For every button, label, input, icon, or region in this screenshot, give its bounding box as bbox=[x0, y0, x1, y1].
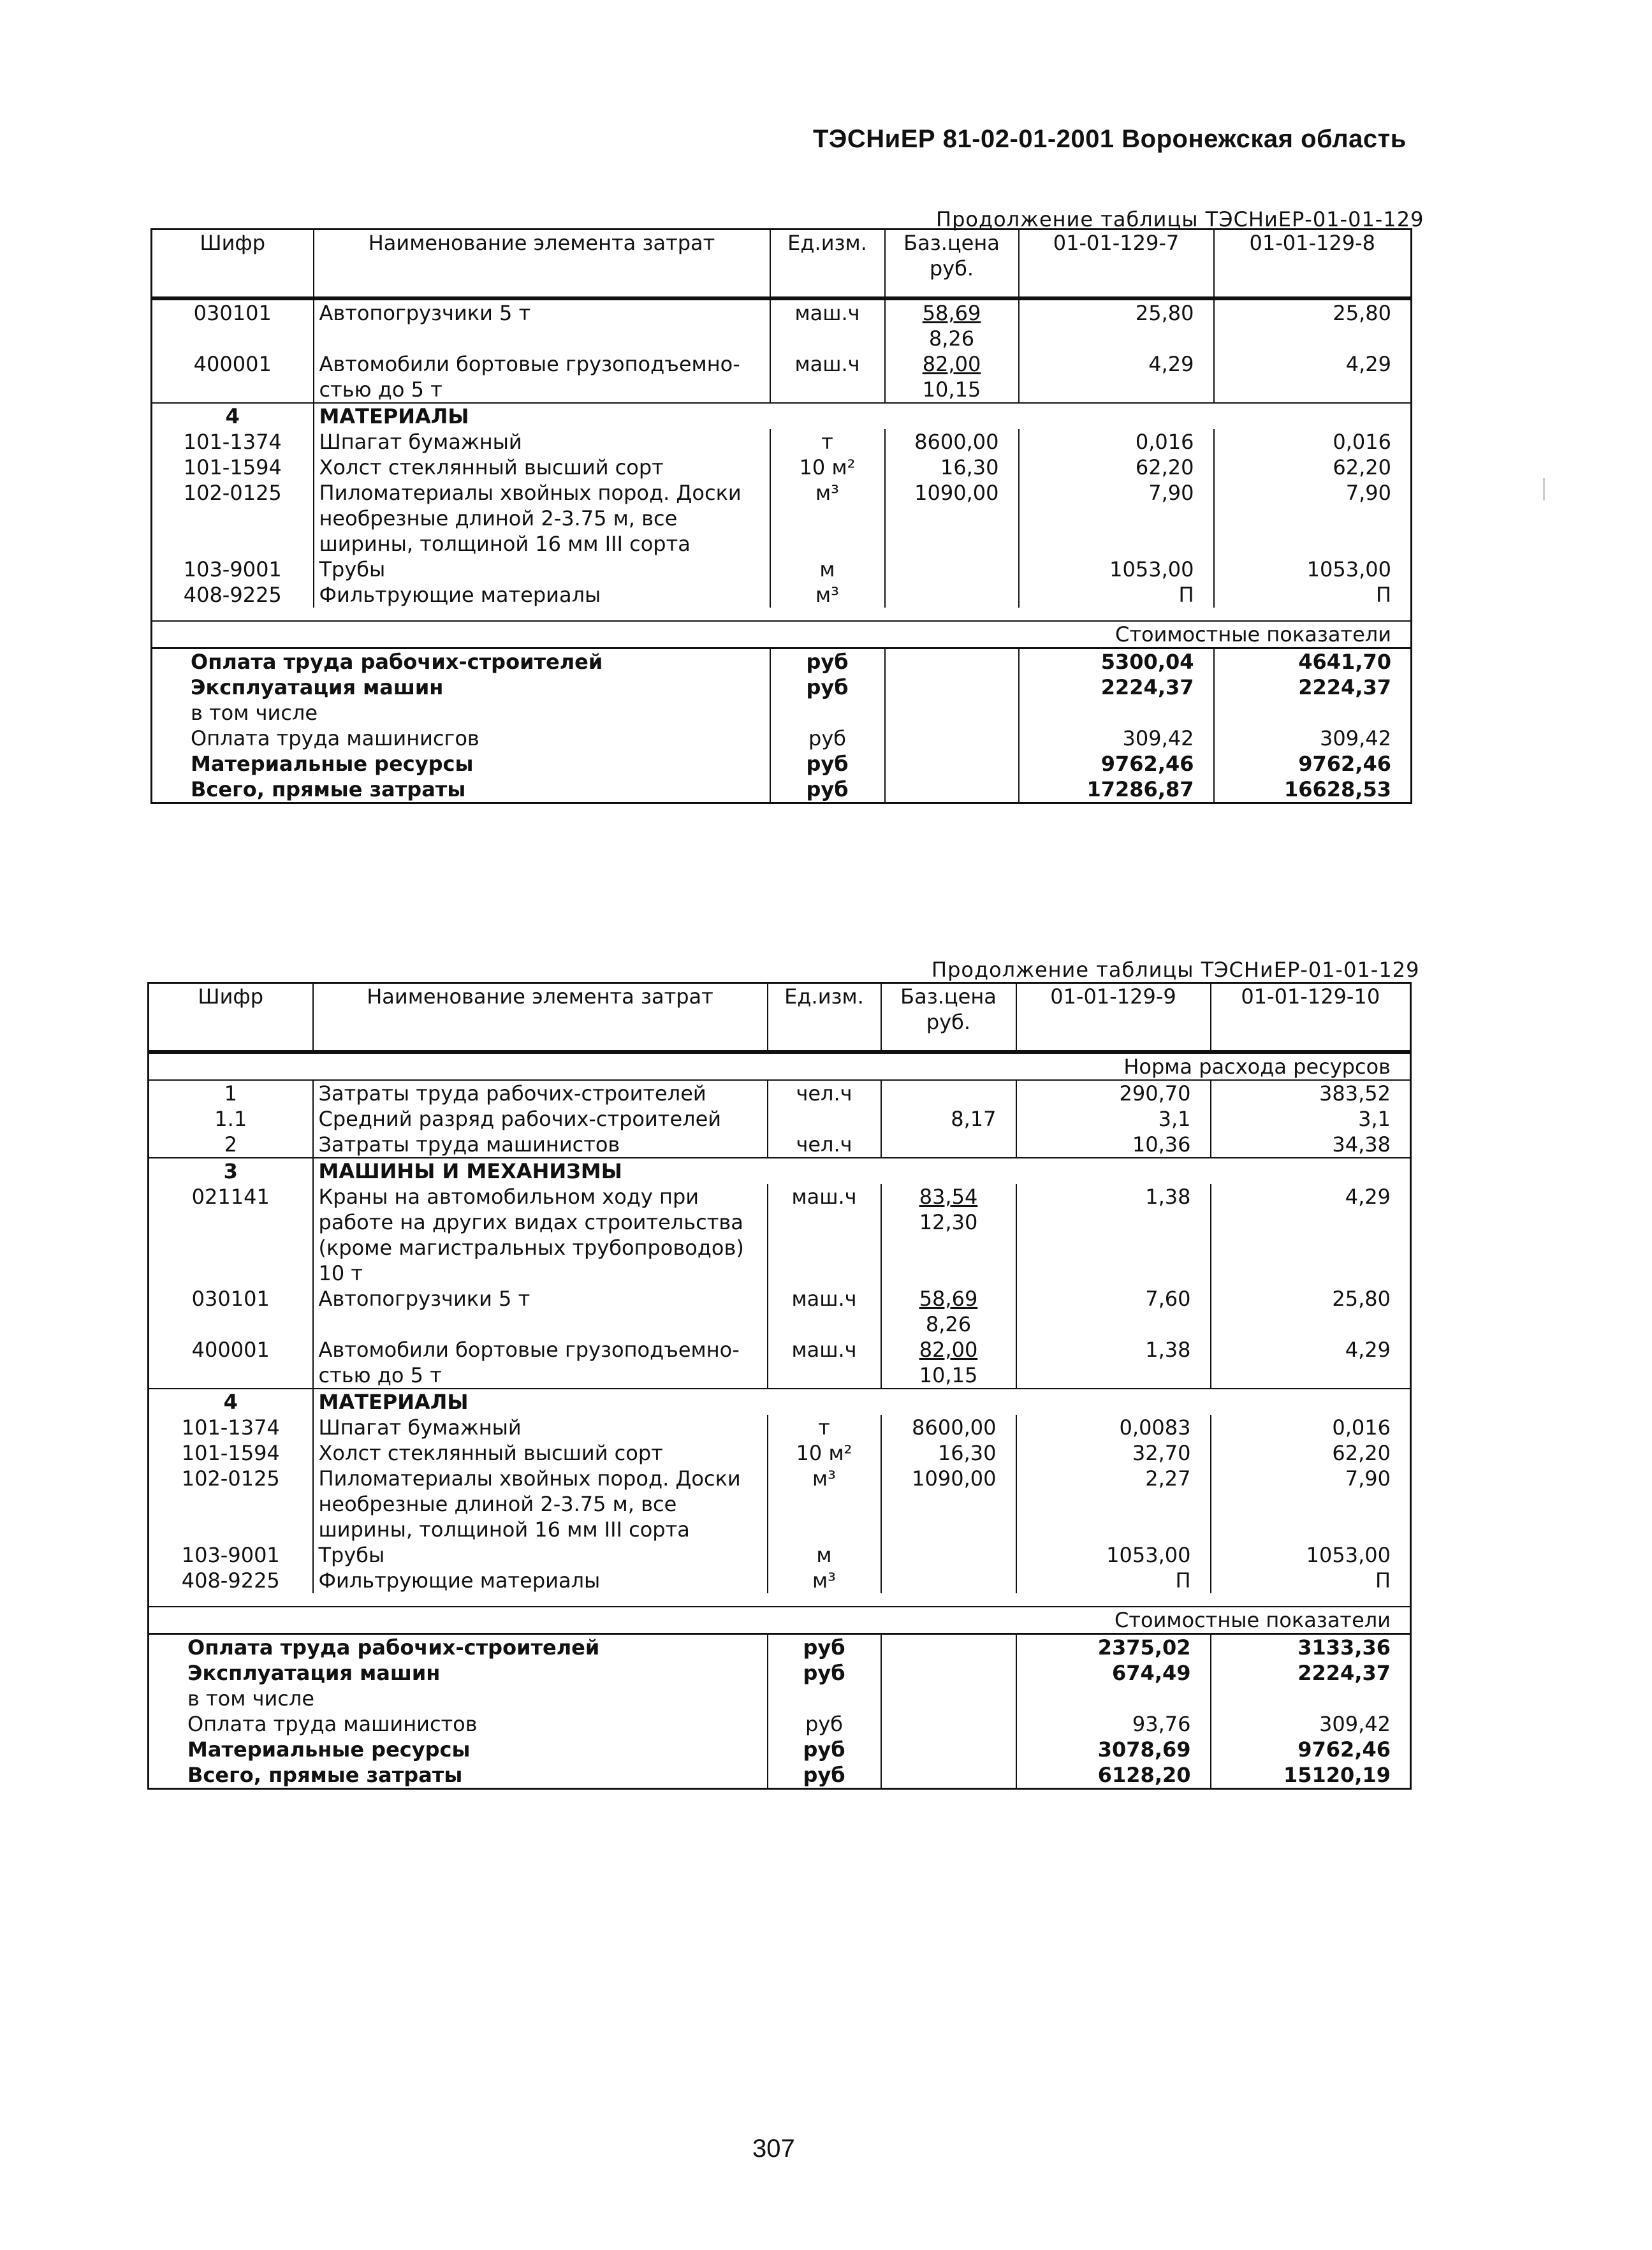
labor-row bbox=[149, 1132, 1411, 1158]
row-name: Холст стеклянный высший сорт bbox=[314, 455, 770, 480]
cost-label: Всего, прямые затраты bbox=[187, 1763, 463, 1787]
price-cell bbox=[881, 1184, 1016, 1286]
price-cell bbox=[885, 298, 1019, 351]
cost-empty bbox=[881, 1762, 1016, 1789]
cost-value-2: 309,42 bbox=[1214, 726, 1412, 751]
document-header: ТЭСНиЕР 81-02-01-2001 Воронежская область bbox=[813, 125, 1407, 153]
cost-unit: руб bbox=[770, 648, 885, 675]
row-name: Автомобили бортовые грузоподъемно-стью до 5 т bbox=[314, 351, 770, 403]
row-name: Фильтрующие материалы bbox=[313, 1568, 768, 1593]
row-name: Краны на автомобильном ходу при работе на других видах строительства (кроме магистральных трубопроводов) 10 т bbox=[313, 1184, 768, 1286]
column-header-name: Наименование элемента затрат bbox=[313, 983, 768, 1053]
row-unit: маш.ч bbox=[770, 298, 885, 351]
row-value-1: 0,016 bbox=[1019, 429, 1214, 455]
spacer-cell bbox=[149, 1593, 1411, 1607]
row-value-1: 1,38 bbox=[1016, 1337, 1211, 1389]
section-title: МАШИНЫ И МЕХАНИЗМЫ bbox=[313, 1158, 1411, 1184]
price-top: 82,00 bbox=[922, 352, 981, 376]
cost-empty bbox=[885, 675, 1019, 700]
material-row bbox=[149, 1440, 1411, 1466]
spacer-row bbox=[152, 608, 1412, 621]
row-value-2: 25,80 bbox=[1214, 298, 1412, 351]
price-top: 83,54 bbox=[919, 1185, 978, 1209]
cost-value-1: 93,76 bbox=[1016, 1711, 1211, 1737]
row-value-2: 0,016 bbox=[1214, 429, 1412, 455]
cost-value-2: 9762,46 bbox=[1211, 1737, 1411, 1762]
column-header-v1: 01-01-129-7 bbox=[1019, 230, 1214, 299]
cost-empty bbox=[885, 648, 1019, 675]
price-bottom: 8,26 bbox=[925, 1312, 972, 1336]
row-code: 101-1374 bbox=[181, 1415, 280, 1440]
cost-value-2: 3133,36 bbox=[1211, 1634, 1411, 1661]
cost-label: Оплата труда рабочих-строителей bbox=[152, 648, 770, 675]
cost-value-1: 2375,02 bbox=[1016, 1634, 1211, 1661]
row-name: Шпагат бумажный bbox=[313, 1415, 768, 1440]
material-row bbox=[152, 480, 1412, 557]
price-top: 58,69 bbox=[919, 1287, 978, 1311]
machine-row bbox=[149, 1184, 1411, 1286]
row-value-1: 1053,00 bbox=[1019, 557, 1214, 582]
price-cell bbox=[881, 1286, 1016, 1337]
cost-row bbox=[149, 1634, 1411, 1661]
material-row bbox=[149, 1568, 1411, 1593]
cost-label: Материальные ресурсы bbox=[191, 752, 474, 776]
cost-value-1 bbox=[1016, 1686, 1211, 1711]
cost-unit: руб bbox=[770, 675, 885, 700]
cost-unit: руб bbox=[768, 1737, 881, 1762]
cost-value-1: 6128,20 bbox=[1016, 1762, 1211, 1789]
cost-unit: руб bbox=[768, 1660, 881, 1686]
cost-row bbox=[152, 726, 1412, 751]
cost-row bbox=[152, 700, 1412, 726]
row-unit: м³ bbox=[770, 480, 885, 557]
price-bottom: 10,15 bbox=[922, 377, 981, 402]
row-code: 103-9001 bbox=[181, 1543, 280, 1567]
cost-unit: руб bbox=[768, 1762, 881, 1789]
cost-label: Эксплуатация машин bbox=[191, 675, 444, 699]
row-code: 030101 bbox=[193, 301, 272, 325]
cost-unit bbox=[768, 1686, 881, 1711]
row-code: 101-1594 bbox=[181, 1441, 280, 1465]
row-value-1: 0,0083 bbox=[1016, 1415, 1211, 1440]
row-name: Шпагат бумажный bbox=[314, 429, 770, 455]
table1-continuation: Продолжение таблицы ТЭСНиЕР-01-01-129 bbox=[936, 207, 1424, 231]
cost-value-1: 17286,87 bbox=[1019, 777, 1214, 803]
material-row bbox=[152, 455, 1412, 480]
cost-label: Оплата труда рабочих-строителей bbox=[149, 1634, 768, 1661]
norm-section bbox=[149, 1052, 1411, 1080]
cost-empty bbox=[881, 1711, 1016, 1737]
row-price: 8,17 bbox=[881, 1106, 1016, 1132]
row-code: 2 bbox=[224, 1132, 237, 1157]
labor-row bbox=[149, 1080, 1411, 1106]
row-unit: чел.ч bbox=[768, 1080, 881, 1106]
row-value-1: 32,70 bbox=[1016, 1440, 1211, 1466]
cost-row bbox=[152, 777, 1412, 803]
cost-empty bbox=[881, 1737, 1016, 1762]
row-price: 8600,00 bbox=[885, 429, 1019, 455]
row-code: 103-9001 bbox=[183, 557, 282, 581]
cost-empty bbox=[881, 1660, 1016, 1686]
row-value-2: 7,90 bbox=[1211, 1466, 1411, 1542]
row-value-1: 1,38 bbox=[1016, 1184, 1211, 1286]
column-header-v1: 01-01-129-9 bbox=[1016, 983, 1211, 1053]
cost-value-1 bbox=[1019, 700, 1214, 726]
cost-value-2: 15120,19 bbox=[1211, 1762, 1411, 1789]
cost-value-1: 9762,46 bbox=[1019, 751, 1214, 777]
cost-unit: руб bbox=[768, 1711, 881, 1737]
cost-label: Оплата труда машинисгов bbox=[191, 726, 479, 750]
norm-section-label: Норма расхода ресурсов bbox=[1123, 1055, 1391, 1079]
row-price bbox=[881, 1080, 1016, 1106]
cost-value-2: 309,42 bbox=[1211, 1711, 1411, 1737]
cost-section bbox=[152, 621, 1412, 648]
row-unit: м bbox=[770, 557, 885, 582]
row-code: 1.1 bbox=[214, 1107, 247, 1131]
price-bottom: 12,30 bbox=[919, 1210, 978, 1234]
cost-section-label: Стоимостные показатели bbox=[149, 1607, 1411, 1634]
scan-mark bbox=[1543, 478, 1545, 500]
cost-label: Эксплуатация машин bbox=[187, 1661, 441, 1685]
cost-row bbox=[152, 751, 1412, 777]
section-number: 3 bbox=[149, 1158, 313, 1184]
cost-label: Материальные ресурсы bbox=[187, 1737, 471, 1762]
row-value-1: 4,29 bbox=[1019, 351, 1214, 403]
row-unit: маш.ч bbox=[768, 1286, 881, 1337]
column-header-code: Шифр bbox=[152, 230, 314, 299]
row-code: 030101 bbox=[191, 1287, 270, 1311]
row-value-2: 62,20 bbox=[1214, 455, 1412, 480]
cost-unit: руб bbox=[770, 726, 885, 751]
row-price bbox=[881, 1542, 1016, 1568]
cost-unit: руб bbox=[770, 777, 885, 803]
row-value-2: 25,80 bbox=[1211, 1286, 1411, 1337]
row-name: Холст стеклянный высший сорт bbox=[313, 1440, 768, 1466]
row-code: 102-0125 bbox=[181, 1466, 280, 1491]
row-price: 1090,00 bbox=[885, 480, 1019, 557]
price-bottom: 10,15 bbox=[919, 1363, 978, 1387]
table-header-row bbox=[152, 230, 1412, 299]
cost-unit bbox=[770, 700, 885, 726]
cost-label: в том числе bbox=[187, 1686, 314, 1711]
material-row bbox=[149, 1466, 1411, 1542]
column-header-name: Наименование элемента затрат bbox=[314, 230, 770, 299]
price-top: 58,69 bbox=[922, 301, 981, 325]
cost-value-1: 309,42 bbox=[1019, 726, 1214, 751]
row-name: Пиломатериалы хвойных пород. Доски необрезные длиной 2-3.75 м, все ширины, толщиной 16 мм III сорта bbox=[313, 1466, 768, 1542]
row-code: 408-9225 bbox=[183, 583, 282, 607]
row-unit: маш.ч bbox=[770, 351, 885, 403]
cost-row bbox=[149, 1660, 1411, 1686]
column-header-v2: 01-01-129-8 bbox=[1214, 230, 1412, 299]
cost-label: в том числе bbox=[191, 701, 318, 725]
section-number: 4 bbox=[152, 403, 314, 429]
row-name: Средний разряд рабочих-строителей bbox=[313, 1106, 768, 1132]
column-header-price: Баз.цена руб. bbox=[881, 983, 1016, 1053]
row-code: 400001 bbox=[191, 1338, 270, 1362]
material-row bbox=[149, 1542, 1411, 1568]
row-value-2: П bbox=[1211, 1568, 1411, 1593]
cost-value-1: 2224,37 bbox=[1019, 675, 1214, 700]
row-value-1: 290,70 bbox=[1016, 1080, 1211, 1106]
table2-continuation: Продолжение таблицы ТЭСНиЕР-01-01-129 bbox=[932, 958, 1420, 982]
row-name: Пиломатериалы хвойных пород. Доски необрезные длиной 2-3.75 м, все ширины, толщиной 16 мм III сорта bbox=[314, 480, 770, 557]
cost-unit: руб bbox=[768, 1634, 881, 1661]
row-unit bbox=[768, 1106, 881, 1132]
table2 bbox=[147, 982, 1412, 1790]
row-unit: м bbox=[768, 1542, 881, 1568]
row-value-1: 10,36 bbox=[1016, 1132, 1211, 1158]
machine-row bbox=[152, 298, 1412, 351]
spacer-cell bbox=[152, 608, 1412, 621]
row-value-2: 4,29 bbox=[1211, 1184, 1411, 1286]
row-unit: 10 м² bbox=[770, 455, 885, 480]
row-value-1: 3,1 bbox=[1016, 1106, 1211, 1132]
cost-empty bbox=[885, 751, 1019, 777]
column-header-v2: 01-01-129-10 bbox=[1211, 983, 1411, 1053]
section-row bbox=[149, 1389, 1411, 1415]
cost-label: Всего, прямые затраты bbox=[191, 777, 466, 801]
row-value-2: 4,29 bbox=[1211, 1337, 1411, 1389]
row-value-1: 7,60 bbox=[1016, 1286, 1211, 1337]
row-value-2: 7,90 bbox=[1214, 480, 1412, 557]
cost-unit: руб bbox=[770, 751, 885, 777]
row-price: 16,30 bbox=[881, 1440, 1016, 1466]
row-value-2: 4,29 bbox=[1214, 351, 1412, 403]
row-value-2: 34,38 bbox=[1211, 1132, 1411, 1158]
cost-empty bbox=[885, 777, 1019, 803]
cost-row bbox=[152, 675, 1412, 700]
row-code: 101-1594 bbox=[183, 455, 282, 479]
row-unit: м³ bbox=[768, 1568, 881, 1593]
row-value-1: 7,90 bbox=[1019, 480, 1214, 557]
row-name: Автопогрузчики 5 т bbox=[313, 1286, 768, 1337]
cost-value-2: 4641,70 bbox=[1214, 648, 1412, 675]
row-value-2: 0,016 bbox=[1211, 1415, 1411, 1440]
row-value-2: 1053,00 bbox=[1211, 1542, 1411, 1568]
machine-row bbox=[149, 1337, 1411, 1389]
row-code: 021141 bbox=[191, 1185, 270, 1209]
section-row bbox=[149, 1158, 1411, 1184]
cost-label: Оплата труда машинистов bbox=[187, 1712, 478, 1736]
row-unit: т bbox=[770, 429, 885, 455]
table1 bbox=[150, 228, 1412, 804]
row-value-1: П bbox=[1019, 582, 1214, 608]
labor-row bbox=[149, 1106, 1411, 1132]
cost-value-2: 2224,37 bbox=[1211, 1660, 1411, 1686]
cost-value-2 bbox=[1211, 1686, 1411, 1711]
row-name: Затраты труда рабочих-строителей bbox=[313, 1080, 768, 1106]
row-name: Фильтрующие материалы bbox=[314, 582, 770, 608]
cost-empty bbox=[881, 1686, 1016, 1711]
row-code: 400001 bbox=[193, 352, 272, 376]
row-value-2: П bbox=[1214, 582, 1412, 608]
row-unit: чел.ч bbox=[768, 1132, 881, 1158]
column-header-unit: Ед.изм. bbox=[768, 983, 881, 1053]
column-header-price: Баз.цена руб. bbox=[885, 230, 1019, 299]
cost-row bbox=[149, 1711, 1411, 1737]
row-code: 1 bbox=[149, 1080, 313, 1106]
cost-row bbox=[149, 1686, 1411, 1711]
section-title: МАТЕРИАЛЫ bbox=[313, 1389, 1411, 1415]
cost-value-1: 674,49 bbox=[1016, 1660, 1211, 1686]
section-number: 4 bbox=[149, 1389, 313, 1415]
cost-section-label: Стоимостные показатели bbox=[152, 621, 1412, 648]
row-value-1: 25,80 bbox=[1019, 298, 1214, 351]
cost-value-2: 9762,46 bbox=[1214, 751, 1412, 777]
cost-value-2 bbox=[1214, 700, 1412, 726]
row-price: 16,30 bbox=[885, 455, 1019, 480]
row-code: 102-0125 bbox=[183, 481, 282, 505]
row-unit: маш.ч bbox=[768, 1184, 881, 1286]
cost-row bbox=[152, 648, 1412, 675]
row-price bbox=[885, 582, 1019, 608]
material-row bbox=[149, 1415, 1411, 1440]
row-price: 1090,00 bbox=[881, 1466, 1016, 1542]
row-code: 408-9225 bbox=[181, 1568, 280, 1593]
row-unit: м³ bbox=[770, 582, 885, 608]
row-value-1: П bbox=[1016, 1568, 1211, 1593]
row-value-2: 62,20 bbox=[1211, 1440, 1411, 1466]
cost-value-1: 5300,04 bbox=[1019, 648, 1214, 675]
price-top: 82,00 bbox=[919, 1338, 978, 1362]
machine-row bbox=[152, 351, 1412, 403]
cost-row bbox=[149, 1737, 1411, 1762]
row-value-1: 62,20 bbox=[1019, 455, 1214, 480]
table-header-row bbox=[149, 983, 1411, 1053]
row-name: Автопогрузчики 5 т bbox=[314, 298, 770, 351]
row-value-2: 3,1 bbox=[1211, 1106, 1411, 1132]
price-bottom: 8,26 bbox=[928, 326, 975, 351]
row-price bbox=[881, 1568, 1016, 1593]
row-value-2: 383,52 bbox=[1211, 1080, 1411, 1106]
price-cell bbox=[881, 1337, 1016, 1389]
material-row bbox=[152, 429, 1412, 455]
page-number: 307 bbox=[752, 2135, 795, 2163]
cost-empty bbox=[885, 726, 1019, 751]
row-value-2: 1053,00 bbox=[1214, 557, 1412, 582]
row-unit: т bbox=[768, 1415, 881, 1440]
material-row bbox=[152, 557, 1412, 582]
row-price bbox=[881, 1132, 1016, 1158]
spacer-row bbox=[149, 1593, 1411, 1607]
row-value-1: 1053,00 bbox=[1016, 1542, 1211, 1568]
row-unit: м³ bbox=[768, 1466, 881, 1542]
row-price bbox=[885, 557, 1019, 582]
row-code: 101-1374 bbox=[183, 430, 282, 454]
cost-value-1: 3078,69 bbox=[1016, 1737, 1211, 1762]
row-name: Трубы bbox=[313, 1542, 768, 1568]
price-cell bbox=[885, 351, 1019, 403]
row-value-1: 2,27 bbox=[1016, 1466, 1211, 1542]
column-header-unit: Ед.изм. bbox=[770, 230, 885, 299]
row-name: Автомобили бортовые грузоподъемно-стью до 5 т bbox=[313, 1337, 768, 1389]
section-title: МАТЕРИАЛЫ bbox=[314, 403, 1412, 429]
section-row bbox=[152, 403, 1412, 429]
row-unit: маш.ч bbox=[768, 1337, 881, 1389]
cost-empty bbox=[881, 1634, 1016, 1661]
cost-empty bbox=[885, 700, 1019, 726]
cost-section bbox=[149, 1607, 1411, 1634]
row-name: Затраты труда машинистов bbox=[313, 1132, 768, 1158]
material-row bbox=[152, 582, 1412, 608]
cost-row bbox=[149, 1762, 1411, 1789]
cost-value-2: 16628,53 bbox=[1214, 777, 1412, 803]
column-header-code: Шифр bbox=[149, 983, 313, 1053]
cost-value-2: 2224,37 bbox=[1214, 675, 1412, 700]
row-price: 8600,00 bbox=[881, 1415, 1016, 1440]
row-unit: 10 м² bbox=[768, 1440, 881, 1466]
row-name: Трубы bbox=[314, 557, 770, 582]
machine-row bbox=[149, 1286, 1411, 1337]
